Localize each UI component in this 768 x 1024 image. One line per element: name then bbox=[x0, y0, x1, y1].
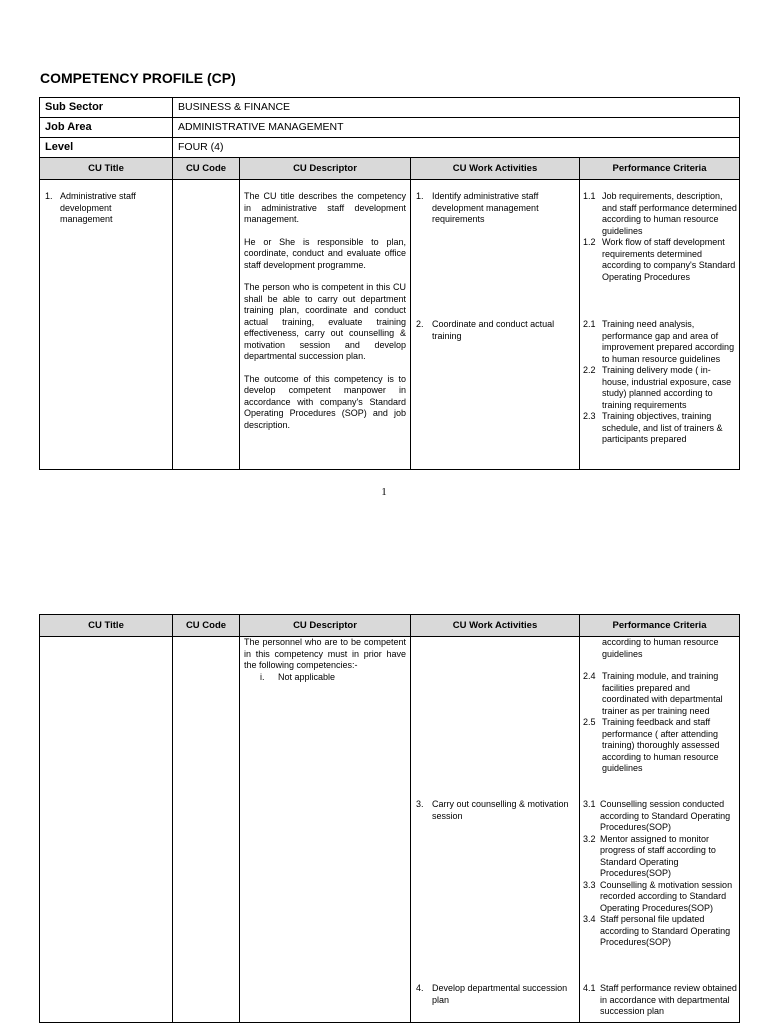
cu-title-number: 1. bbox=[45, 191, 53, 201]
descriptor-paragraph: He or She is responsible to plan, coordinate, conduct and evaluate office staff development programme. bbox=[244, 236, 406, 270]
criteria-text: Work flow of staff development requirements determined according to company's Standard Operating Procedures bbox=[602, 237, 736, 282]
performance-criteria-cell bbox=[580, 180, 740, 470]
criteria-text: Training need analysis, performance gap and area of improvement prepared according to human resource guidelines bbox=[602, 319, 735, 364]
activity-text: Develop departmental succession plan bbox=[432, 983, 568, 1005]
prerequisite-text: Not applicable bbox=[278, 671, 336, 682]
info-value: FOUR (4) bbox=[173, 138, 740, 158]
activity-text: Coordinate and conduct actual training bbox=[432, 319, 555, 341]
criteria-text: Training module, and training facilities prepared and coordinated with departmental trainer as per training need bbox=[602, 671, 723, 716]
descriptor-paragraph: The CU title describes the competency in administrative staff development management. bbox=[244, 191, 406, 224]
header-performance-criteria: Performance Criteria bbox=[580, 158, 740, 180]
criteria-item: 2.1 Training need analysis, performance gap and area of improvement prepared according to human resource guidelines bbox=[583, 319, 737, 365]
header-cu-title: CU Title bbox=[40, 615, 173, 637]
criteria-item: 4.1 Staff performance review obtained in accordance with departmental succession plan bbox=[583, 983, 739, 1018]
activity-item: 2. Coordinate and conduct actual training bbox=[416, 319, 571, 342]
cu-code-cell bbox=[173, 180, 240, 470]
criteria-text: Training delivery mode ( in-house, industrial exposure, case study) planned according to training requirements bbox=[602, 365, 732, 410]
header-cu-descriptor: CU Descriptor bbox=[240, 158, 411, 180]
header-cu-work-activities: CU Work Activities bbox=[411, 615, 580, 637]
criteria-item: 2.2 Training delivery mode ( in-house, industrial exposure, case study) planned according to training requirements bbox=[583, 365, 737, 411]
activity-text: Identify administrative staff development management requirements bbox=[432, 191, 539, 224]
info-label: Level bbox=[40, 138, 173, 158]
criteria-item: 2.4 Training module, and training facilities prepared and coordinated with departmental trainer as per training need bbox=[583, 671, 737, 717]
criteria-continuation: according to human resource guidelines bbox=[602, 637, 719, 659]
activity-item: 1. Identify administrative staff development management requirements bbox=[416, 191, 571, 226]
criteria-text: Staff personal file updated according to Standard Operating Procedures(SOP) bbox=[600, 914, 731, 947]
cu-title-cell bbox=[40, 637, 173, 1023]
document-title: COMPETENCY PROFILE (CP) bbox=[40, 70, 236, 86]
descriptor-paragraph: The outcome of this competency is to develop competent manpower in accordance with company's Standard Operating Procedures (SOP) and job description. bbox=[244, 373, 406, 430]
info-row-sub-sector bbox=[40, 98, 740, 118]
page-number: 1 bbox=[381, 486, 387, 498]
criteria-text: Training feedback and staff performance ( after attending training) thoroughly assessed according to human resource guidelines bbox=[602, 717, 720, 773]
descriptor-paragraph: The personnel who are to be competent in this competency must in prior have the following competencies:- bbox=[244, 637, 406, 670]
info-label: Sub Sector bbox=[40, 98, 173, 118]
cu-descriptor-cell bbox=[240, 637, 411, 1023]
cu-title-text: Administrative staff development management bbox=[60, 191, 136, 224]
criteria-item: 1.1 Job requirements, description, and staff performance determined according to human resource guidelines bbox=[583, 191, 737, 236]
criteria-item: 2.5 Training feedback and staff performance ( after attending training) thoroughly assessed according to human resource guidelines bbox=[583, 717, 737, 775]
table-row bbox=[40, 180, 740, 470]
info-table bbox=[39, 97, 740, 158]
info-row-level bbox=[40, 138, 740, 158]
info-value: BUSINESS & FINANCE bbox=[173, 98, 740, 118]
header-cu-title: CU Title bbox=[40, 158, 173, 180]
criteria-text: Counselling session conducted according to Standard Operating Procedures(SOP) bbox=[600, 799, 731, 832]
criteria-item: 3.3 Counselling & motivation session recorded according to Standard Operating Procedures(SOP) bbox=[583, 880, 739, 915]
performance-criteria-cell bbox=[580, 637, 740, 1023]
criteria-text: Mentor assigned to monitor progress of staff according to Standard Operating Procedures(SOP) bbox=[600, 833, 716, 878]
info-row-job-area bbox=[40, 118, 740, 138]
table-header-row bbox=[40, 615, 740, 637]
activity-item: 4. Develop departmental succession plan bbox=[416, 983, 571, 1006]
prerequisite-item: i. Not applicable bbox=[260, 671, 336, 682]
criteria-text: Job requirements, description, and staff performance determined according to human resource guidelines bbox=[602, 191, 737, 236]
criteria-item: 3.2 Mentor assigned to monitor progress of staff according to Standard Operating Procedures(SOP) bbox=[583, 834, 739, 880]
header-cu-code: CU Code bbox=[173, 615, 240, 637]
cu-work-activities-cell bbox=[411, 637, 580, 1023]
competency-table-page1 bbox=[39, 157, 740, 470]
activity-item: 3. Carry out counselling & motivation session bbox=[416, 799, 571, 822]
criteria-item: 1.2 Work flow of staff development requirements determined according to company's Standard Operating Procedures bbox=[583, 237, 736, 282]
header-performance-criteria: Performance Criteria bbox=[580, 615, 740, 637]
header-cu-code: CU Code bbox=[173, 158, 240, 180]
criteria-item: 2.3 Training objectives, training schedule, and list of trainers & participants prepared bbox=[583, 411, 737, 446]
table-header-row bbox=[40, 158, 740, 180]
criteria-item: 3.1 Counselling session conducted according to Standard Operating Procedures(SOP) bbox=[583, 799, 739, 834]
header-cu-descriptor: CU Descriptor bbox=[240, 615, 411, 637]
criteria-item: 3.4 Staff personal file updated according to Standard Operating Procedures(SOP) bbox=[583, 914, 739, 949]
info-value: ADMINISTRATIVE MANAGEMENT bbox=[173, 118, 740, 138]
cu-descriptor-cell bbox=[240, 180, 411, 470]
criteria-text: Counselling & motivation session recorded according to Standard Operating Procedures(SOP) bbox=[600, 879, 733, 913]
criteria-text: Training objectives, training schedule, and list of trainers & participants prepared bbox=[602, 411, 723, 444]
cu-work-activities-cell bbox=[411, 180, 580, 470]
info-label: Job Area bbox=[40, 118, 173, 138]
cu-code-cell bbox=[173, 637, 240, 1023]
cu-title-cell bbox=[40, 180, 173, 470]
descriptor-paragraph: The person who is competent in this CU shall be able to carry out department training plan, coordinate and conduct actual training, evaluate training effectiveness, carry out counselling & motivation session and develop departmental succession plan. bbox=[244, 282, 406, 361]
header-cu-work-activities: CU Work Activities bbox=[411, 158, 580, 180]
activity-text: Carry out counselling & motivation session bbox=[432, 799, 569, 821]
criteria-text: Staff performance review obtained in accordance with departmental succession plan bbox=[600, 983, 737, 1016]
competency-table-page2 bbox=[39, 614, 740, 1023]
table-row bbox=[40, 637, 740, 1023]
